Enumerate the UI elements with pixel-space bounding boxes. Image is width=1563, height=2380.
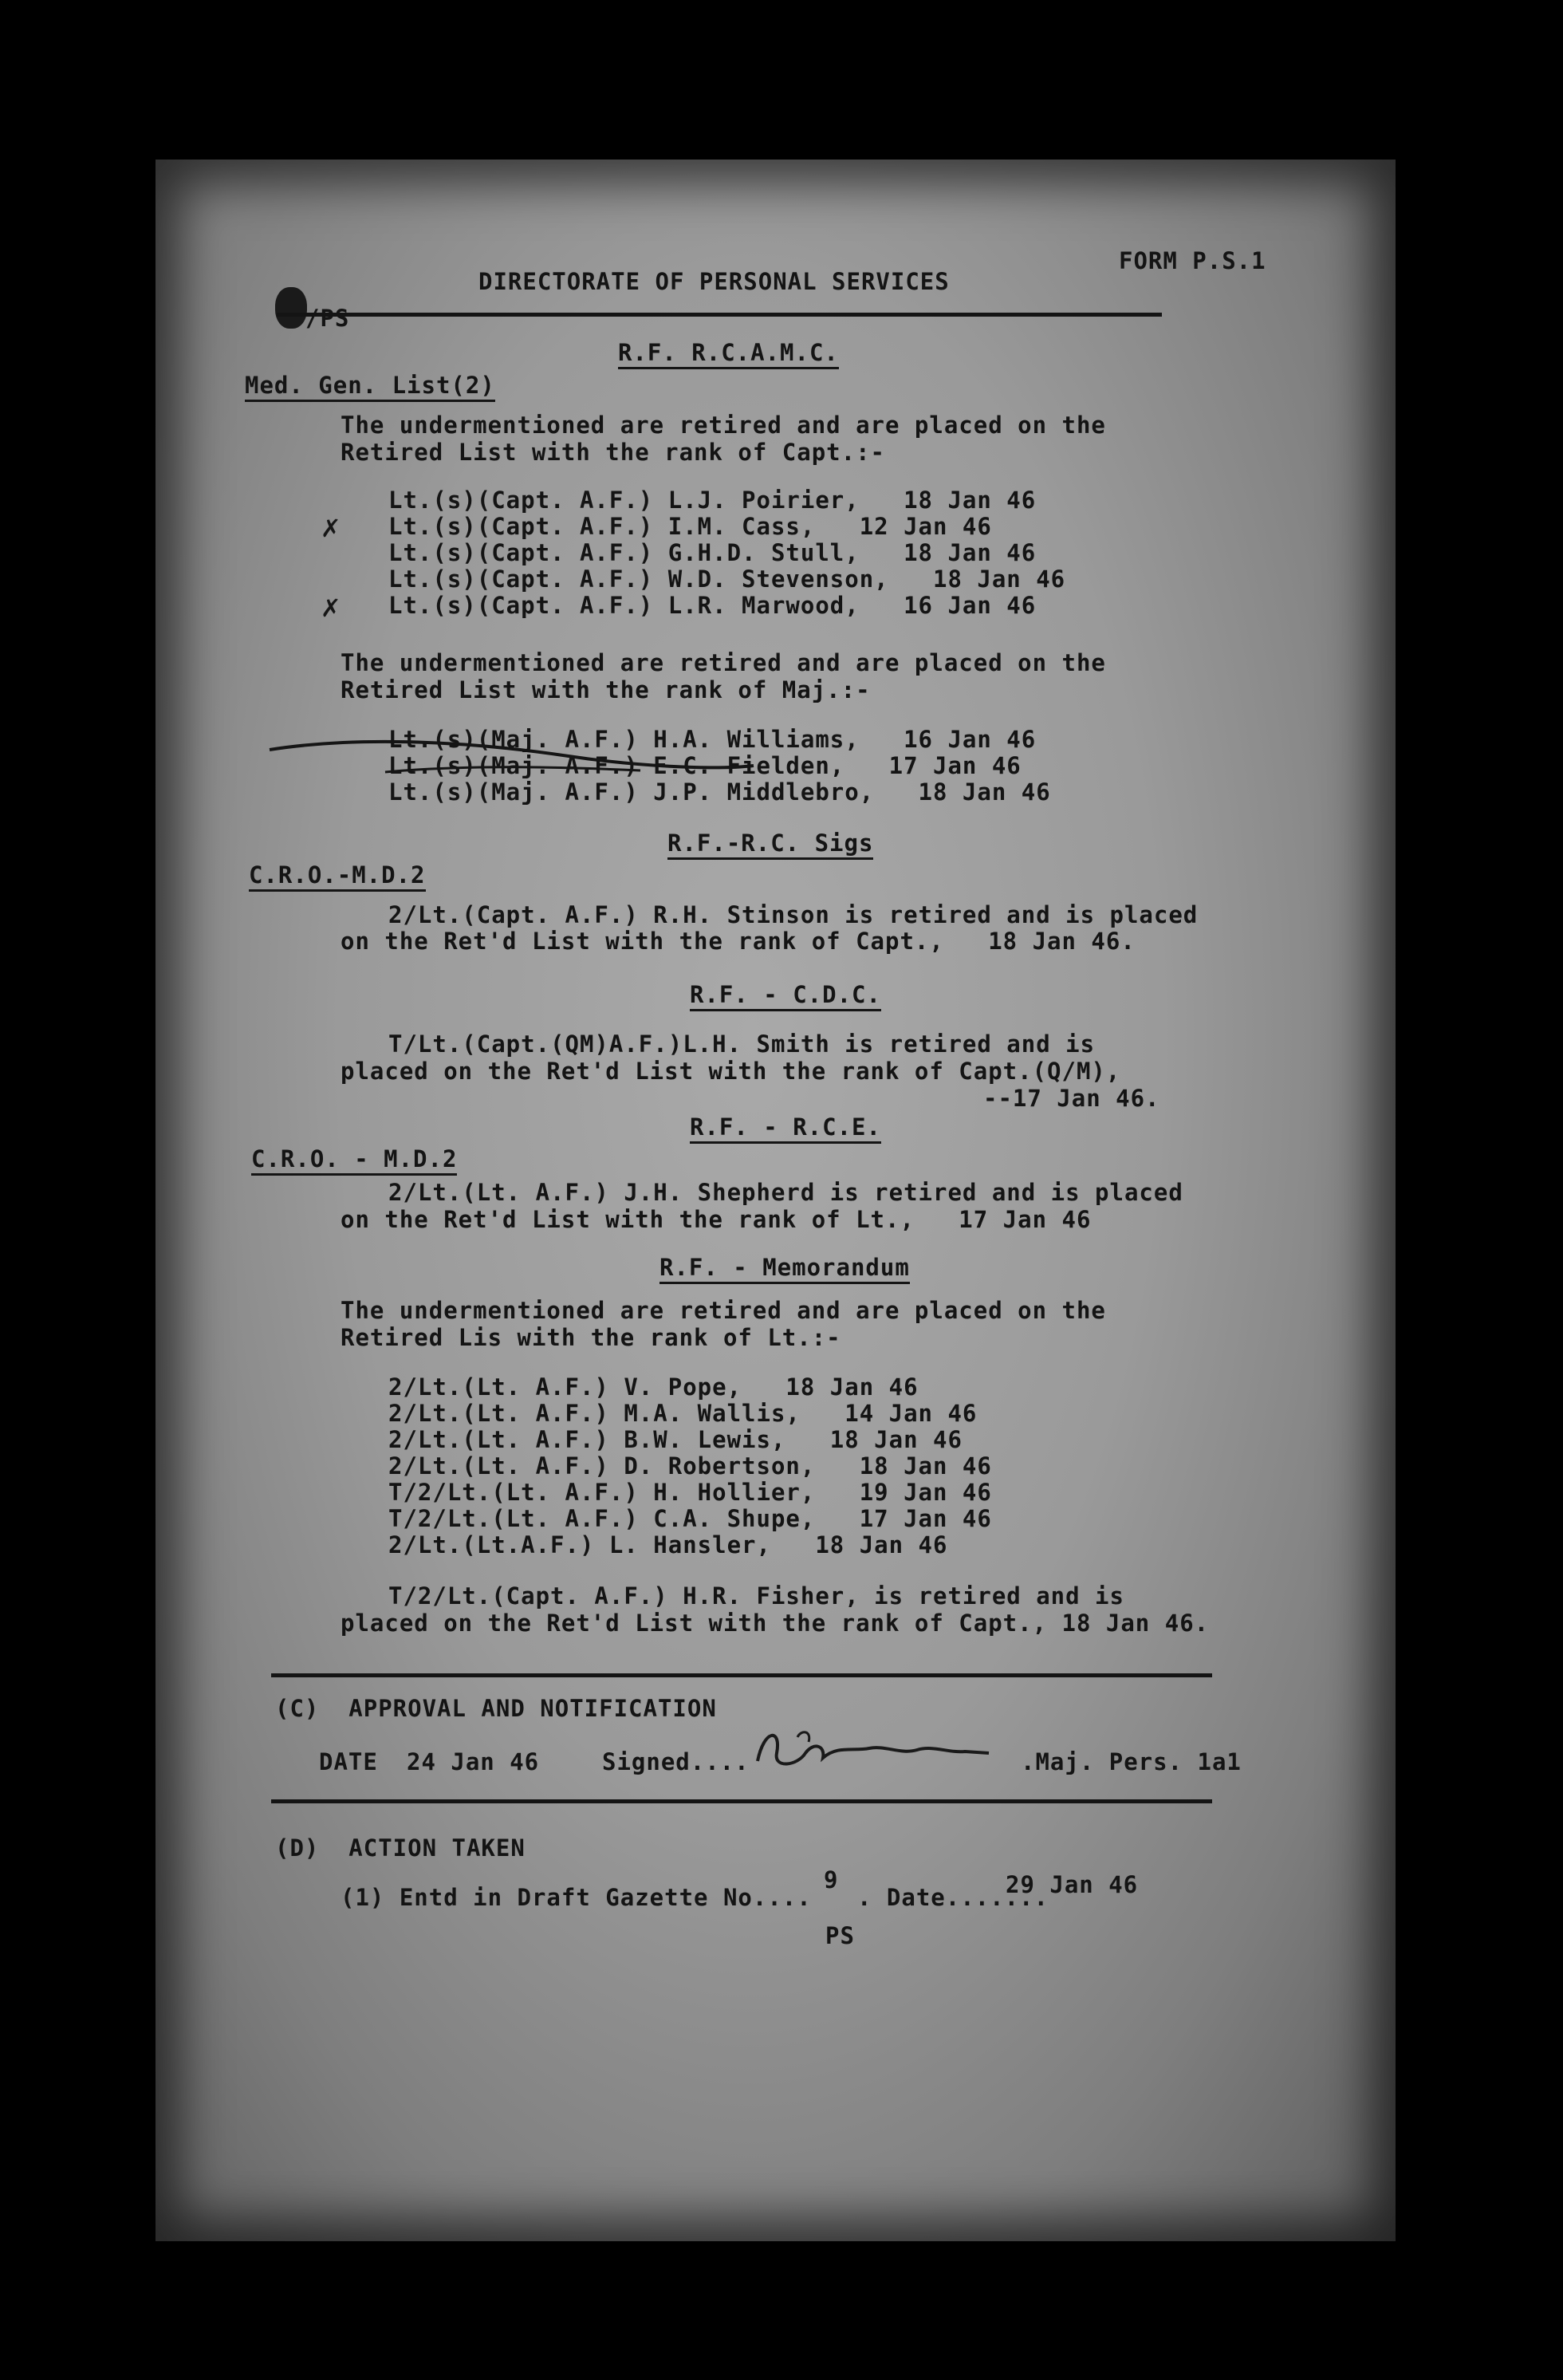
form-number: FORM P.S.1 [1119,247,1266,274]
shepherd-line-2: on the Ret'd List with the rank of Lt., 17 Jan 46 [341,1206,1092,1233]
maj-entry: Lt.(s)(Maj. A.F.) H.A. Williams, 16 Jan 46 [388,726,1037,753]
document-sheet [156,160,1396,2241]
section-heading-rce: R.F. - R.C.E. [690,1113,881,1144]
smith-line-1: T/Lt.(Capt.(QM)A.F.)L.H. Smith is retired and is [388,1030,1096,1058]
check-mark-icon: ✗ [321,509,340,544]
memo-entry: T/2/Lt.(Lt. A.F.) H. Hollier, 19 Jan 46 [388,1479,992,1506]
memo-entry: T/2/Lt.(Lt. A.F.) C.A. Shupe, 17 Jan 46 [388,1505,992,1532]
strike-through-mark [266,718,760,790]
capt-entry: Lt.(s)(Capt. A.F.) L.J. Poirier, 18 Jan 46 [388,487,1037,514]
memo-intro-line-2: Retired Lis with the rank of Lt.:- [341,1324,841,1351]
maj-intro-line-1: The undermentioned are retired and are placed on the [341,649,1106,676]
capt-intro-line-1: The undermentioned are retired and are placed on the [341,412,1106,439]
memo-intro-line-1: The undermentioned are retired and are placed on the [341,1297,1106,1324]
cro-reference: C.R.O. - M.D.2 [251,1145,457,1176]
signature [750,1721,1005,1777]
memo-entry: 2/Lt.(Lt. A.F.) B.W. Lewis, 18 Jan 46 [388,1426,963,1453]
section-heading-rcamc: R.F. R.C.A.M.C. [618,339,839,369]
section-heading-cdc: R.F. - C.D.C. [690,981,881,1011]
ink-blot [275,287,307,329]
fisher-line-1: T/2/Lt.(Capt. A.F.) H.R. Fisher, is retired and is [388,1582,1124,1610]
header-rule [277,313,1162,317]
shepherd-line-1: 2/Lt.(Lt. A.F.) J.H. Shepherd is retired and is placed [388,1179,1183,1206]
gazette-number: 9 [824,1866,839,1893]
signed-suffix: .Maj. Pers. 1a1 [1021,1748,1242,1775]
gazette-date-value: 29 Jan 46 [1006,1871,1139,1898]
maj-intro-line-2: Retired List with the rank of Maj.:- [341,676,871,703]
directorate-title: DIRECTORATE OF PERSONAL SERVICES [478,268,950,295]
approval-date-value: 24 Jan 46 [407,1748,540,1775]
memo-entry: 2/Lt.(Lt.A.F.) L. Hansler, 18 Jan 46 [388,1531,948,1558]
stinson-line-1: 2/Lt.(Capt. A.F.) R.H. Stinson is retired and is placed [388,901,1199,928]
capt-entry: Lt.(s)(Capt. A.F.) G.H.D. Stull, 18 Jan 46 [388,539,1037,566]
memo-entry: 2/Lt.(Lt. A.F.) M.A. Wallis, 14 Jan 46 [388,1400,978,1427]
smith-line-3: --17 Jan 46. [983,1085,1160,1112]
gazette-date-label: . Date....... [857,1884,1049,1911]
list-reference: Med. Gen. List(2) [245,372,495,402]
section-heading-rc-sigs: R.F.-R.C. Sigs [667,829,873,860]
maj-entry: Lt.(s)(Maj. A.F.) J.P. Middlebro, 18 Jan 46 [388,778,1051,806]
section-heading-memorandum: R.F. - Memorandum [659,1254,910,1284]
capt-entry: Lt.(s)(Capt. A.F.) L.R. Marwood, 16 Jan 46 [388,592,1037,619]
memo-entry: 2/Lt.(Lt. A.F.) D. Robertson, 18 Jan 46 [388,1452,992,1480]
cro-reference: C.R.O.-M.D.2 [249,861,426,892]
approval-date-label: DATE [319,1748,378,1775]
gazette-entry-label: (1) Entd in Draft Gazette No.... [341,1884,812,1911]
capt-intro-line-2: Retired List with the rank of Capt.:- [341,439,886,466]
capt-entry: Lt.(s)(Capt. A.F.) I.M. Cass, 12 Jan 46 [388,513,992,540]
action-heading: (D) ACTION TAKEN [275,1834,526,1862]
check-mark-icon: ✗ [321,589,340,624]
file-reference: /PS [305,305,350,332]
maj-entry-struck: Lt.(s)(Maj. A.F.) E.C. Fielden, 17 Jan 46 [388,752,1022,779]
memo-entry: 2/Lt.(Lt. A.F.) V. Pope, 18 Jan 46 [388,1373,919,1401]
stinson-line-2: on the Ret'd List with the rank of Capt., 18 Jan 46. [341,928,1136,955]
section-rule [271,1799,1212,1803]
initials: PS [825,1922,855,1949]
capt-entry: Lt.(s)(Capt. A.F.) W.D. Stevenson, 18 Jan 46 [388,565,1066,593]
smith-line-2: placed on the Ret'd List with the rank of Capt.(Q/M), [341,1058,1121,1085]
fisher-line-2: placed on the Ret'd List with the rank of Capt., 18 Jan 46. [341,1610,1210,1637]
section-rule [271,1673,1212,1677]
signed-label: Signed.... [602,1748,750,1775]
approval-heading: (C) APPROVAL AND NOTIFICATION [275,1695,717,1722]
